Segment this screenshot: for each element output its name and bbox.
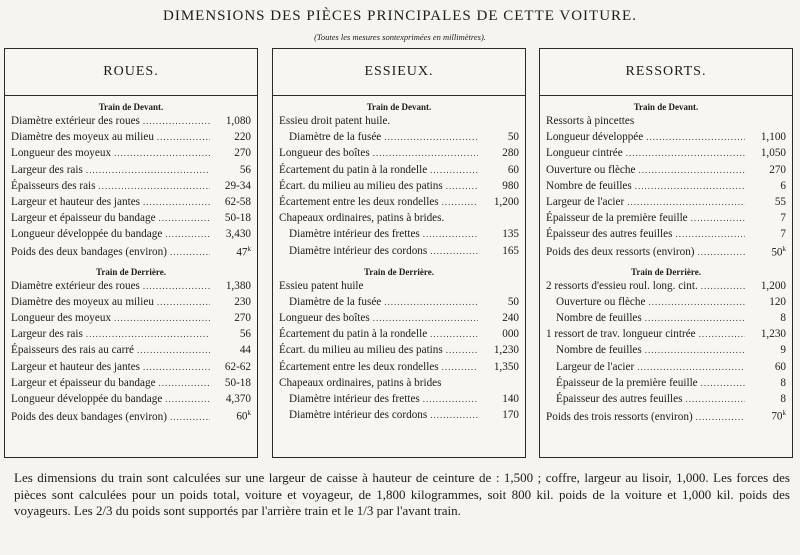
measure-value (748, 280, 786, 292)
measure-label: Diamètre intérieur des frettes (289, 393, 420, 405)
essieux-heading: ESSIEUX. (273, 49, 525, 96)
measure-row (5, 409, 257, 425)
measure-label: Diamètre intérieur des frettes (289, 228, 420, 241)
measure-label: Épaisseurs des rais (11, 179, 96, 192)
measure-label: Essieu droit patent huile. (279, 115, 391, 127)
measure-row (5, 115, 257, 131)
measure-row (5, 180, 257, 196)
measure-label: Diamètre extérieur des roues (11, 115, 140, 127)
essieux-column (272, 48, 526, 458)
measure-number: 1,230 (760, 328, 786, 341)
measure-number: 8 (780, 312, 786, 325)
measure-number: 135 (502, 228, 519, 241)
leader-dots (423, 394, 478, 404)
measure-value (213, 147, 251, 159)
leader-dots (384, 297, 478, 307)
measure-row (5, 228, 257, 244)
measure-value (481, 245, 519, 257)
measure-row (540, 280, 792, 296)
measure-label: Longueur développée (546, 131, 644, 144)
measure-number: 44 (239, 344, 251, 357)
roues-devant-label: Train de Devant. (98, 102, 164, 112)
leader-dots (675, 229, 745, 239)
measure-value (481, 328, 519, 340)
leader-dots (430, 410, 478, 420)
leader-dots (165, 229, 210, 239)
measure-label: Ouverture ou flèche (556, 295, 646, 308)
leader-dots (157, 297, 210, 307)
measure-value (213, 196, 251, 208)
measure-value (213, 280, 251, 292)
leader-dots (685, 394, 745, 404)
measure-label: Écartement du patin à la rondelle (279, 163, 428, 176)
measure-value (213, 180, 251, 192)
measure-label: Longueur des boîtes (279, 147, 370, 160)
page-title: DIMENSIONS DES PIÈCES PRINCIPALES DE CETTE VOITURE. (163, 8, 637, 24)
measure-value (748, 212, 786, 224)
ressorts-derriere-label: Train de Derrière. (631, 266, 701, 277)
leader-dots (638, 165, 745, 175)
leader-dots (165, 394, 210, 404)
roues-derriere-label: Train de Derrière. (96, 266, 166, 277)
ressorts-devant-rows (540, 115, 792, 261)
ressorts-devant-label: Train de Devant. (633, 102, 699, 112)
measure-label: Diamètre intérieur des cordons (289, 244, 428, 257)
leader-dots (114, 313, 210, 323)
measure-label: Poids des deux bandages (environ) (11, 410, 167, 423)
measure-number: 8 (780, 376, 786, 389)
measure-value (481, 393, 519, 405)
measure-number: 7 (780, 212, 786, 225)
measure-number: 56 (239, 328, 251, 341)
measure-number: 60 (774, 360, 786, 373)
measure-label: Épaisseur des autres feuilles (546, 228, 673, 241)
measure-label: Chapeaux ordinaires, patins à brides (279, 376, 442, 389)
ressorts-column (539, 48, 793, 458)
roues-column (4, 48, 258, 458)
measure-label: Diamètre des moyeux au milieu (11, 295, 154, 308)
measure-label: Poids des deux bandages (environ) (11, 246, 167, 259)
measure-value (481, 344, 519, 356)
leader-dots (99, 181, 210, 191)
measure-number: 62-58 (224, 195, 251, 208)
measure-label: Écartement entre les deux rondelles (279, 360, 439, 373)
leader-dots (446, 181, 478, 191)
leader-dots (423, 229, 478, 239)
leader-dots (430, 165, 478, 175)
measure-unit: k (247, 244, 251, 253)
leader-dots (170, 412, 210, 422)
leader-dots (143, 116, 210, 126)
measure-number: 280 (502, 147, 519, 160)
measure-label: Longueur développée du bandage (11, 228, 163, 241)
measure-value (213, 312, 251, 324)
measure-value (213, 328, 251, 340)
measure-label: Diamètre de la fusée (289, 131, 382, 144)
measure-label: Diamètre des moyeux au milieu (11, 131, 154, 144)
measure-label: Diamètre extérieur des roues (11, 279, 140, 292)
leader-dots (691, 213, 745, 223)
measure-number: 50-18 (224, 212, 251, 225)
measure-value (213, 131, 251, 143)
measure-row (273, 344, 525, 360)
leader-dots (143, 362, 210, 372)
measure-row (540, 409, 792, 425)
leader-dots (137, 345, 210, 355)
measure-row (540, 212, 792, 228)
leader-dots (159, 213, 210, 223)
measure-number: 230 (234, 295, 251, 308)
measure-number: 1,100 (760, 131, 786, 144)
measure-row (5, 296, 257, 312)
measure-row (5, 361, 257, 377)
measure-label: Écartement entre les deux rondelles (279, 195, 439, 208)
leader-dots (159, 378, 210, 388)
measure-row (540, 328, 792, 344)
leader-dots (86, 165, 210, 175)
measure-value (481, 164, 519, 176)
measure-row (273, 328, 525, 344)
measure-row (540, 131, 792, 147)
measure-label: Nombre de feuilles (556, 312, 642, 325)
measure-value (748, 312, 786, 324)
measure-row (5, 147, 257, 163)
measure-number: 29-34 (224, 179, 251, 192)
measure-number: 8 (780, 393, 786, 405)
leader-dots (637, 362, 745, 372)
measure-row (540, 312, 792, 328)
measure-row (5, 328, 257, 344)
measure-label: Poids des trois ressorts (environ) (546, 410, 693, 423)
leader-dots (442, 362, 478, 372)
measure-number: 70 (771, 410, 783, 423)
measure-number: 270 (234, 147, 251, 160)
essieux-derriere-rows (273, 280, 525, 426)
measure-label: Épaisseur des autres feuilles (556, 393, 683, 405)
measure-label: 1 ressort de trav. longueur cintrée (546, 328, 696, 341)
page-subtitle: (Toutes les mesures sontexprimées en millimètres). (314, 32, 486, 42)
measure-value (748, 328, 786, 340)
measure-row (540, 147, 792, 163)
leader-dots (373, 313, 478, 323)
measure-value (213, 393, 251, 405)
leader-dots (646, 132, 745, 142)
measure-label: Largeur de l'acier (546, 195, 625, 208)
measure-value (213, 361, 251, 373)
measure-value (481, 131, 519, 143)
leader-dots (430, 246, 478, 256)
measure-label: Épaisseur de la première feuille (546, 212, 688, 225)
measure-label: Essieu patent huile (279, 279, 364, 292)
measure-row (273, 296, 525, 312)
measure-row (5, 245, 257, 261)
measure-label: Longueur des boîtes (279, 312, 370, 325)
measure-number: 1,230 (493, 344, 519, 357)
measure-number: 1,350 (493, 360, 519, 373)
leader-dots (645, 313, 745, 323)
measure-value (213, 344, 251, 356)
measure-number: 240 (502, 312, 519, 325)
measure-number: 7 (780, 228, 786, 241)
measure-label: Écart. du milieu au milieu des patins (279, 344, 443, 357)
measure-label: Longueur des moyeux (11, 147, 112, 160)
measure-number: 9 (780, 344, 786, 357)
measure-label: Épaisseurs des rais au carré (11, 344, 135, 357)
measure-number: 220 (234, 131, 251, 144)
leader-dots (698, 247, 745, 257)
measure-row (540, 361, 792, 377)
leader-dots (384, 132, 478, 142)
measure-value (748, 296, 786, 308)
measure-value (748, 180, 786, 192)
measure-label: Longueur des moyeux (11, 312, 112, 325)
ressorts-derriere-rows (540, 280, 792, 426)
measure-label: 2 ressorts d'essieu roul. long. cint. (546, 279, 698, 292)
measure-unit: k (782, 244, 786, 253)
measure-number: 000 (502, 328, 519, 341)
measure-row (540, 377, 792, 393)
measure-label: Largeur et épaisseur du bandage (11, 212, 156, 225)
measure-label: Nombre de feuilles (556, 344, 642, 357)
leader-dots (157, 132, 210, 142)
measure-value (748, 196, 786, 208)
measure-label: Écart. du milieu au milieu des patins (279, 179, 443, 192)
measure-value (748, 228, 786, 240)
measure-value (748, 245, 786, 259)
measure-number: 1,200 (760, 279, 786, 292)
measure-row (540, 245, 792, 261)
measure-number: 1,380 (225, 279, 251, 292)
measure-label: Nombre de feuilles (546, 179, 632, 192)
leader-dots (430, 329, 478, 339)
measure-row (273, 409, 525, 425)
measure-number: 60 (507, 163, 519, 176)
measure-value (748, 147, 786, 159)
measure-row (273, 280, 525, 296)
leader-dots (701, 281, 745, 291)
roues-devant-rows (5, 115, 257, 261)
measure-number: 4,370 (225, 393, 251, 405)
measure-value (213, 245, 251, 259)
measure-value (481, 196, 519, 208)
measure-number: 50 (771, 246, 783, 259)
measure-row (540, 344, 792, 360)
footer-paragraph: Les dimensions du train sont calculées sur une largeur de caisse à hauteur de ceinture de : 1,500 ; coffre, largeur au lisoir, 1,000. Les forces des pièces sont calculées pour un poids total, voiture et voyageur, de 1,800 kilogrammes, soit 800 kil. poids de la voiture et 1,000 kil. poids des voyageurs. Les 2/3 du poids sont supportés par l'arrière train et le 1/3 par l'avant train. (14, 470, 790, 518)
measure-number: 140 (502, 393, 519, 405)
measure-label: Largeur et hauteur des jantes (11, 360, 141, 373)
measure-number: 3,430 (225, 228, 251, 241)
measure-label: Ouverture ou flèche (546, 163, 636, 176)
leader-dots (442, 197, 478, 207)
measure-row (273, 212, 525, 228)
measure-row (273, 245, 525, 261)
measure-label: Largeur et hauteur des jantes (11, 195, 141, 208)
measure-value (748, 377, 786, 389)
measure-value (748, 164, 786, 176)
leader-dots (626, 148, 745, 158)
measure-unit: k (782, 409, 786, 418)
measure-row (540, 393, 792, 409)
measure-row (5, 212, 257, 228)
leader-dots (648, 297, 745, 307)
measure-row (5, 393, 257, 409)
roues-heading: ROUES. (5, 49, 257, 96)
measure-unit: k (247, 409, 251, 418)
measure-number: 47 (236, 246, 248, 259)
measure-label: Écartement du patin à la rondelle (279, 328, 428, 341)
measure-row (5, 131, 257, 147)
measure-value (213, 409, 251, 423)
measure-number: 62-62 (224, 360, 251, 373)
measure-value (748, 409, 786, 423)
measure-value (481, 296, 519, 308)
measure-number: 165 (502, 244, 519, 257)
measure-value (481, 228, 519, 240)
measure-value (213, 296, 251, 308)
measure-number: 60 (236, 410, 248, 423)
measure-number: 1,050 (760, 147, 786, 160)
measure-row (540, 196, 792, 212)
measure-row (540, 164, 792, 180)
leader-dots (170, 247, 210, 257)
measure-value (481, 147, 519, 159)
measure-value (748, 344, 786, 356)
measure-label: Chapeaux ordinaires, patins à brides. (279, 212, 445, 225)
measure-row (273, 180, 525, 196)
measure-value (213, 164, 251, 176)
measure-label: Poids des deux ressorts (environ) (546, 246, 695, 259)
measure-row (540, 180, 792, 196)
measure-label: Largeur de l'acier (556, 360, 635, 373)
measure-row (273, 115, 525, 131)
measure-label: Longueur cintrée (546, 147, 623, 160)
measure-value (748, 131, 786, 143)
leader-dots (635, 181, 745, 191)
measure-label: Diamètre de la fusée (289, 295, 382, 308)
measure-row (273, 361, 525, 377)
measure-value (748, 393, 786, 405)
leader-dots (696, 412, 745, 422)
measure-row (540, 296, 792, 312)
roues-derriere-rows (5, 280, 257, 426)
measure-label: Ressorts à pincettes (546, 115, 635, 127)
leader-dots (699, 329, 745, 339)
measure-value (213, 377, 251, 389)
measure-number: 6 (780, 179, 786, 192)
leader-dots (645, 345, 745, 355)
measure-number: 170 (502, 409, 519, 422)
measure-number: 980 (502, 179, 519, 192)
measure-value (481, 312, 519, 324)
measure-number: 56 (239, 163, 251, 176)
measure-number: 55 (774, 195, 786, 208)
leader-dots (114, 148, 210, 158)
essieux-derriere-label: Train de Derrière. (364, 266, 434, 277)
measure-label: Longueur développée du bandage (11, 393, 163, 405)
leader-dots (446, 345, 478, 355)
leader-dots (143, 281, 210, 291)
measure-row (273, 312, 525, 328)
measure-label: Largeur et épaisseur du bandage (11, 376, 156, 389)
measure-number: 120 (769, 295, 786, 308)
measure-number: 270 (769, 163, 786, 176)
measure-row (273, 377, 525, 393)
measure-value (213, 212, 251, 224)
measure-label: Largeur des rais (11, 163, 83, 176)
measure-number: 1,200 (493, 195, 519, 208)
measure-row (273, 131, 525, 147)
leader-dots (373, 148, 478, 158)
measure-row (273, 196, 525, 212)
measure-number: 50 (507, 131, 519, 144)
measure-row (273, 393, 525, 409)
measure-value (481, 409, 519, 421)
measure-label: Épaisseur de la première feuille (556, 376, 698, 389)
measure-value (481, 180, 519, 192)
measure-value (748, 361, 786, 373)
measure-row (273, 147, 525, 163)
leader-dots (701, 378, 745, 388)
leader-dots (86, 329, 210, 339)
measure-row (5, 164, 257, 180)
ressorts-heading: RESSORTS. (540, 49, 792, 96)
measure-row (273, 228, 525, 244)
measure-value (213, 228, 251, 240)
measure-row (5, 377, 257, 393)
measure-value (481, 361, 519, 373)
measure-number: 50 (507, 295, 519, 308)
measure-row (5, 312, 257, 328)
measure-number: 270 (234, 312, 251, 325)
measure-row (5, 344, 257, 360)
measure-row (540, 228, 792, 244)
measure-label: Largeur des rais (11, 328, 83, 341)
measure-label: Diamètre intérieur des cordons (289, 409, 428, 422)
leader-dots (143, 197, 210, 207)
measure-number: 50-18 (224, 376, 251, 389)
measure-number: 1,080 (225, 115, 251, 127)
measure-row (273, 164, 525, 180)
essieux-devant-rows (273, 115, 525, 261)
essieux-devant-label: Train de Devant. (366, 102, 432, 112)
measure-row (5, 280, 257, 296)
measure-value (213, 115, 251, 127)
measure-row (540, 115, 792, 131)
measure-row (5, 196, 257, 212)
leader-dots (627, 197, 745, 207)
